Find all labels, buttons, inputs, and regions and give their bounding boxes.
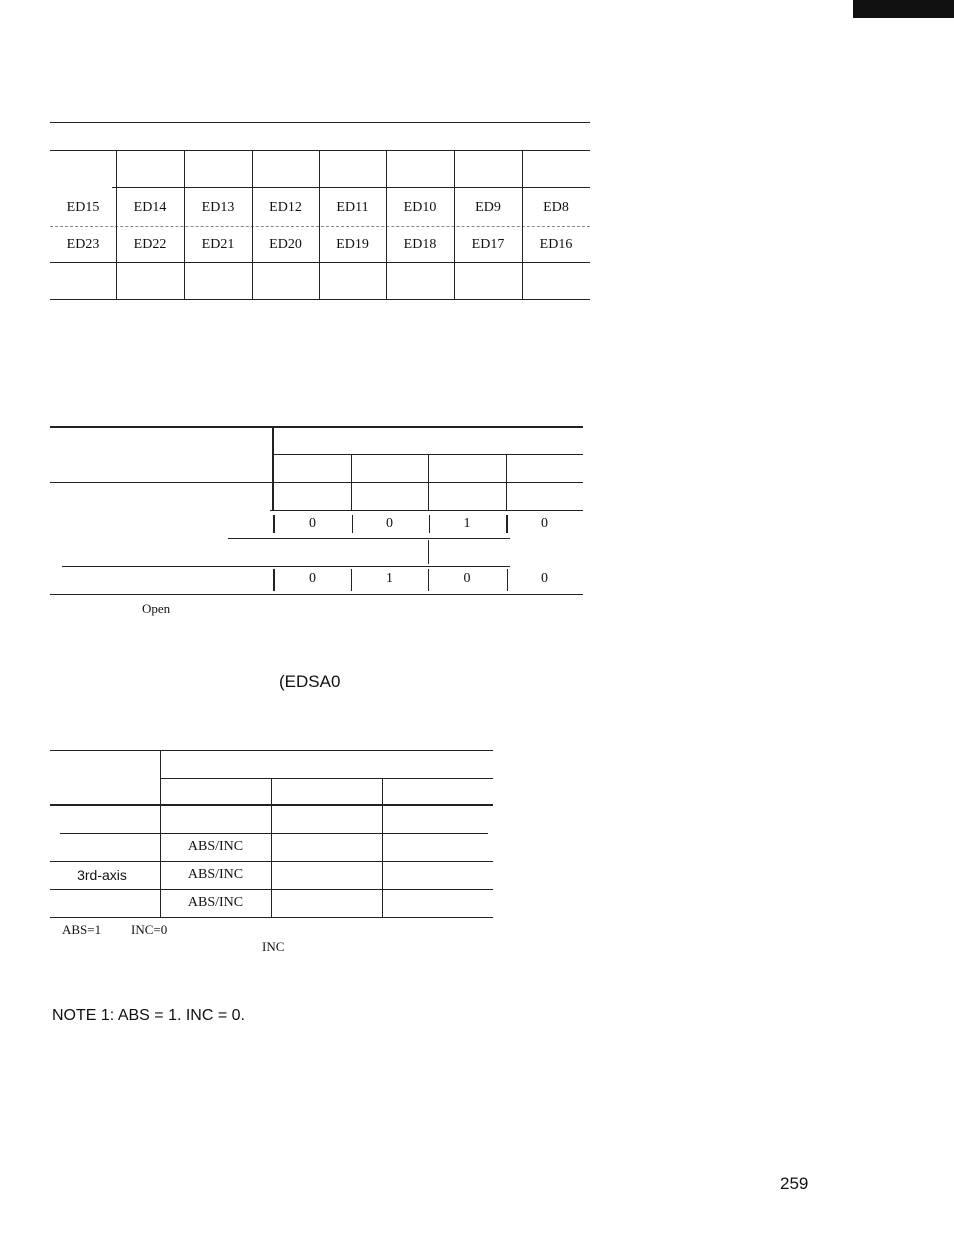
table2-row-rule (50, 482, 583, 483)
table2-col-divider (351, 454, 352, 510)
table1-cell: ED12 (269, 200, 302, 215)
table1-cell: ED14 (133, 200, 167, 215)
table3-col-divider (271, 778, 272, 917)
table3-row-rule (60, 833, 488, 834)
page-corner-bar (853, 0, 954, 18)
table1-header-rule (50, 150, 590, 151)
table1-cell: ED15 (66, 200, 100, 215)
table3-top-rule (50, 750, 493, 751)
table1-cell: ED8 (543, 200, 569, 215)
table1-cell: ED13 (201, 200, 235, 215)
table2-cell: 0 (386, 516, 393, 531)
table1-top-rule (50, 122, 590, 123)
table1-col-divider (386, 150, 387, 300)
table1-cell: ED19 (336, 237, 369, 252)
table1-row-rule (50, 262, 590, 263)
table1-cell: ED22 (133, 237, 167, 252)
table1-cell: ED23 (66, 237, 100, 252)
table1-cell: ED21 (201, 237, 235, 252)
table3-row-label: 3rd-axis (77, 867, 127, 883)
table1-col-divider (116, 150, 117, 300)
register-label-fragment: (EDSA0 (279, 672, 341, 691)
table2-row-rule (62, 566, 510, 567)
table3-footnote-inc-2: INC (262, 939, 285, 954)
table3-footnote-inc: INC=0 (131, 922, 168, 937)
table2-bottom-rule (50, 594, 583, 595)
table2-cell: 1 (463, 516, 471, 531)
table1-cell: ED11 (336, 200, 369, 215)
table1-cell: ED20 (269, 237, 302, 252)
table2-cell: 0 (309, 571, 316, 586)
table3-cell: ABS/INC (187, 839, 244, 854)
table3-cell: ABS/INC (187, 867, 244, 882)
table3-footnote-abs: ABS=1 (62, 922, 102, 937)
page-number: 259 (780, 1174, 809, 1193)
table1-mid-rule (50, 226, 590, 227)
table3-col-divider (160, 750, 161, 917)
table2-cell: 0 (541, 571, 548, 586)
table3-bottom-rule (50, 917, 493, 918)
note-1-prefix: NOTE (52, 1007, 97, 1024)
table2-cell: 1 (386, 571, 393, 586)
table2-note: Open (142, 601, 171, 616)
table3-col-divider (382, 778, 383, 917)
table1-bottom-rule (50, 299, 590, 300)
table3-header-rule (160, 778, 493, 779)
table1-cell: ED10 (403, 200, 437, 215)
table1-cell: ED17 (471, 237, 505, 252)
table1-col-divider (319, 150, 320, 300)
table2-cell: 0 (541, 516, 548, 531)
table2-cell: 0 (309, 516, 316, 531)
table1-col-divider (454, 150, 455, 300)
table3-cell: ABS/INC (187, 895, 244, 910)
table2-row-rule (228, 538, 510, 539)
table2-col-divider (272, 426, 274, 510)
table2-tick (428, 540, 429, 564)
table1-cell: ED9 (475, 200, 501, 215)
table1-cell: ED18 (403, 237, 437, 252)
table2-cell: 0 (463, 571, 471, 586)
table1-cell: ED16 (539, 237, 573, 252)
note-1-text: 1: ABS = 1. INC = 0. (100, 1007, 245, 1024)
table1-col-divider (522, 150, 523, 300)
table2-col-divider (428, 454, 429, 510)
table1-col-divider (252, 150, 253, 300)
table2-top-rule (50, 426, 583, 428)
table2-row-rule (270, 510, 583, 511)
table1-col-divider (184, 150, 185, 300)
note-1 (52, 1006, 245, 1026)
table2-col-divider (506, 454, 507, 510)
